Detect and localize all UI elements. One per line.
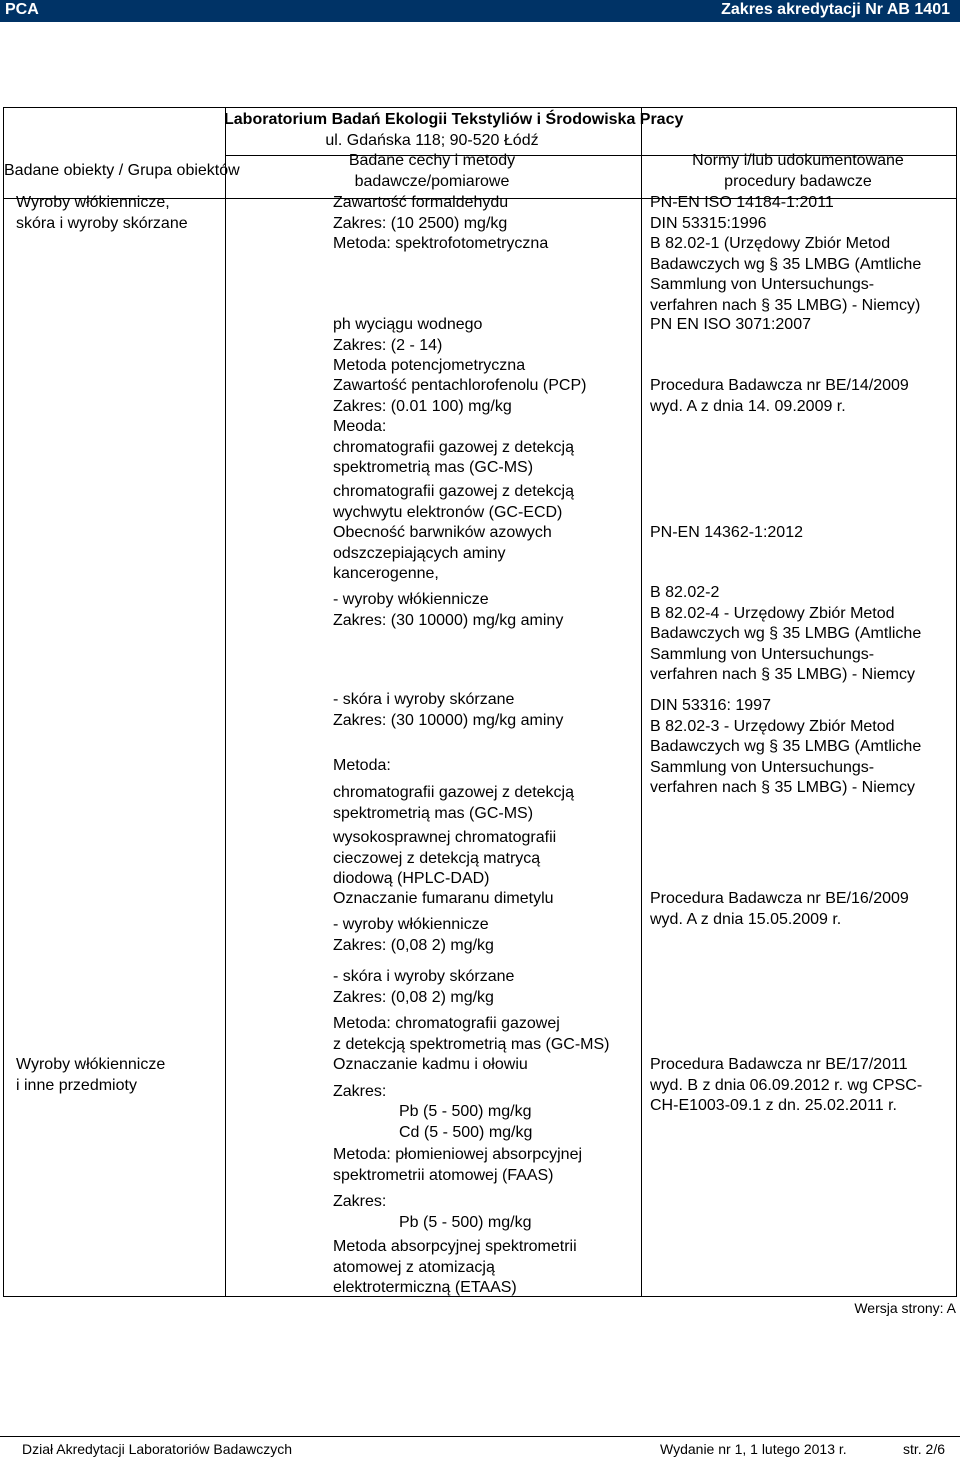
object-line: skóra i wyroby skórzane bbox=[16, 214, 188, 232]
method-line: wysokosprawnej chromatografii bbox=[333, 829, 557, 846]
method-pcp bbox=[333, 376, 586, 479]
method-cd-pb-range-label: Zakres: bbox=[333, 1083, 387, 1100]
norm-line: Badawczych wg § 35 LMBG (Amtliche bbox=[650, 625, 922, 642]
object-line: i inne przedmioty bbox=[16, 1076, 137, 1094]
method-line: spektrometrią mas (GC-MS) bbox=[333, 804, 534, 822]
method-dmf-textiles bbox=[333, 915, 494, 956]
norm-line: Sammlung von Untersuchungs- bbox=[650, 276, 875, 293]
norm-azo-din bbox=[650, 696, 921, 799]
method-line: Zakres: (0,08 2) mg/kg bbox=[333, 988, 494, 1006]
page-version: Wersja strony: A bbox=[854, 1300, 956, 1316]
method-line: - wyroby włókiennicze bbox=[333, 916, 489, 933]
method-azo-label: Metoda: bbox=[333, 757, 391, 774]
norm-line: B 82.02-1 (Urzędowy Zbiór Metod bbox=[650, 235, 891, 252]
norm-line: Procedura Badawcza nr BE/16/2009 bbox=[650, 890, 909, 907]
method-line: atomowej z atomizacją bbox=[333, 1258, 495, 1276]
method-line: Zakres: (0,08 2) mg/kg bbox=[333, 936, 494, 954]
footer-edition: Wydanie nr 1, 1 lutego 2013 r. bbox=[660, 1441, 847, 1457]
header-left: PCA bbox=[5, 1, 39, 18]
method-line: Metoda: spektrofotometryczna bbox=[333, 235, 549, 252]
norm-azo-b82 bbox=[650, 583, 921, 686]
method-pcp-ecd bbox=[333, 482, 574, 523]
method-line: Pb (5 - 500) mg/kg bbox=[399, 1103, 532, 1120]
method-azo-textiles bbox=[333, 590, 563, 631]
method-line: ph wyciągu wodnego bbox=[333, 316, 483, 333]
method-line: odszczepiających aminy bbox=[333, 544, 506, 562]
norm-dmf bbox=[650, 889, 909, 930]
column-header-norms bbox=[640, 151, 956, 192]
method-azo-gcms bbox=[333, 783, 574, 824]
method-faas bbox=[333, 1145, 582, 1186]
header-right: Zakres akredytacji Nr AB 1401 bbox=[721, 1, 950, 18]
method-dmf-gcms bbox=[333, 1014, 610, 1055]
norm-line: Procedura Badawcza nr BE/14/2009 bbox=[650, 377, 909, 394]
norm-line: B 82.02-4 - Urzędowy Zbiór Metod bbox=[650, 604, 895, 622]
method-line: chromatografii gazowej z detekcją bbox=[333, 784, 575, 801]
norms-header-line-1: Normy i/lub udokumentowane bbox=[692, 152, 904, 169]
method-dmf: Oznaczanie fumaranu dimetylu bbox=[333, 890, 554, 907]
norm-line: Badawczych wg § 35 LMBG (Amtliche bbox=[650, 738, 922, 755]
method-line: Zakres: (0.01 100) mg/kg bbox=[333, 397, 512, 415]
method-line: - wyroby włókiennicze bbox=[333, 591, 489, 608]
method-cd-pb: Oznaczanie kadmu i ołowiu bbox=[333, 1056, 528, 1073]
method-line: wychwytu elektronów (GC-ECD) bbox=[333, 503, 563, 521]
method-line: Metoda potencjometryczna bbox=[333, 357, 526, 374]
lab-address: ul. Gdańska 118; 90-520 Łódź bbox=[325, 132, 539, 149]
norm-line: Sammlung von Untersuchungs- bbox=[650, 758, 875, 776]
norm-line: Procedura Badawcza nr BE/17/2011 bbox=[650, 1056, 908, 1073]
method-line: Cd (5 - 500) mg/kg bbox=[399, 1123, 533, 1141]
column-divider-2 bbox=[641, 108, 642, 1296]
method-line: Zakres: (30 10000) mg/kg aminy bbox=[333, 711, 564, 729]
method-etaas-range: Pb (5 - 500) mg/kg bbox=[399, 1214, 532, 1231]
method-line: Zawartość pentachlorofenolu (PCP) bbox=[333, 377, 587, 394]
method-line: diodową (HPLC-DAD) bbox=[333, 870, 490, 887]
method-line: elektrotermiczną (ETAAS) bbox=[333, 1279, 517, 1296]
norm-line: verfahren nach § 35 LMBG) - Niemcy bbox=[650, 779, 915, 796]
object-group-2 bbox=[16, 1055, 165, 1096]
method-azo-hplc bbox=[333, 828, 556, 890]
norm-line: verfahren nach § 35 LMBG) - Niemcy bbox=[650, 666, 915, 683]
norm-line: DIN 53315:1996 bbox=[650, 214, 767, 232]
column-header-methods bbox=[224, 151, 640, 192]
norm-ph: PN EN ISO 3071:2007 bbox=[650, 316, 811, 333]
norm-azo-pn-en: PN-EN 14362-1:2012 bbox=[650, 524, 803, 541]
method-line: spektrometrią mas (GC-MS) bbox=[333, 459, 534, 476]
method-line: Metoda: chromatografii gazowej bbox=[333, 1015, 560, 1032]
method-line: spektrometrii atomowej (FAAS) bbox=[333, 1166, 554, 1184]
page-footer bbox=[0, 1436, 960, 1460]
norm-line: wyd. A z dnia 14. 09.2009 r. bbox=[650, 397, 846, 415]
method-line: Metoda absorpcyjnej spektrometrii bbox=[333, 1238, 577, 1255]
method-azo-dyes bbox=[333, 523, 552, 585]
lab-name: Laboratorium Badań Ekologii Tekstyliów i Środowiska Pracy bbox=[224, 111, 684, 128]
norm-line: B 82.02-3 - Urzędowy Zbiór Metod bbox=[650, 717, 895, 735]
method-ph bbox=[333, 315, 525, 377]
norm-pcp bbox=[650, 376, 909, 417]
method-azo-leather bbox=[333, 690, 563, 731]
method-line: Meoda: bbox=[333, 418, 387, 435]
method-line: Zawartość formaldehydu bbox=[333, 194, 509, 211]
norm-line: PN-EN ISO 14184-1:2011 bbox=[650, 194, 834, 211]
norm-line: Badawczych wg § 35 LMBG (Amtliche bbox=[650, 255, 922, 273]
norm-formaldehyde bbox=[650, 193, 921, 316]
norm-line: CH-E1003-09.1 z dn. 25.02.2011 r. bbox=[650, 1097, 897, 1114]
method-line: - skóra i wyroby skórzane bbox=[333, 968, 515, 985]
lab-name-block bbox=[224, 110, 684, 131]
method-line: chromatografii gazowej z detekcją bbox=[333, 438, 575, 456]
methods-header-line-2: badawcze/pomiarowe bbox=[354, 172, 510, 190]
norm-cd-pb bbox=[650, 1055, 922, 1117]
footer-page-number: str. 2/6 bbox=[903, 1441, 946, 1457]
method-etaas-range-label: Zakres: bbox=[333, 1193, 387, 1210]
method-line: cieczowej z detekcją matrycą bbox=[333, 849, 541, 867]
object-line: Wyroby włókiennicze, bbox=[16, 194, 170, 211]
method-line: Zakres: (30 10000) mg/kg aminy bbox=[333, 611, 564, 629]
norms-header-line-2: procedury badawcze bbox=[724, 172, 872, 190]
method-dmf-leather bbox=[333, 967, 514, 1008]
method-formaldehyde bbox=[333, 193, 548, 255]
method-line: Metoda: płomieniowej absorpcyjnej bbox=[333, 1146, 583, 1163]
method-etaas bbox=[333, 1237, 577, 1299]
norm-line: B 82.02-2 bbox=[650, 584, 720, 601]
norm-line: DIN 53316: 1997 bbox=[650, 697, 771, 714]
column-divider-1 bbox=[225, 108, 226, 1296]
method-line: - skóra i wyroby skórzane bbox=[333, 691, 515, 708]
page-header-bar bbox=[0, 0, 960, 22]
method-cd-pb-ranges bbox=[333, 1102, 532, 1143]
method-line: Zakres: (2 - 14) bbox=[333, 336, 443, 354]
method-line: Obecność barwników azowych bbox=[333, 524, 552, 541]
footer-left: Dział Akredytacji Laboratoriów Badawczych bbox=[22, 1441, 293, 1457]
methods-header-line-1: Badane cechy i metody bbox=[348, 152, 516, 169]
method-line: Zakres: (10 2500) mg/kg bbox=[333, 214, 508, 232]
object-line: Wyroby włókiennicze bbox=[16, 1056, 166, 1073]
column-header-objects: Badane obiekty / Grupa obiektów bbox=[4, 162, 240, 179]
norm-line: wyd. A z dnia 15.05.2009 r. bbox=[650, 910, 842, 928]
object-group-1 bbox=[16, 193, 188, 234]
norm-line: Sammlung von Untersuchungs- bbox=[650, 645, 875, 663]
method-line: kancerogenne, bbox=[333, 565, 439, 582]
method-line: chromatografii gazowej z detekcją bbox=[333, 483, 575, 500]
norm-line: wyd. B z dnia 06.09.2012 r. wg CPSC- bbox=[650, 1076, 923, 1094]
method-line: z detekcją spektrometrią mas (GC-MS) bbox=[333, 1035, 610, 1053]
norm-line: verfahren nach § 35 LMBG) - Niemcy) bbox=[650, 296, 921, 314]
